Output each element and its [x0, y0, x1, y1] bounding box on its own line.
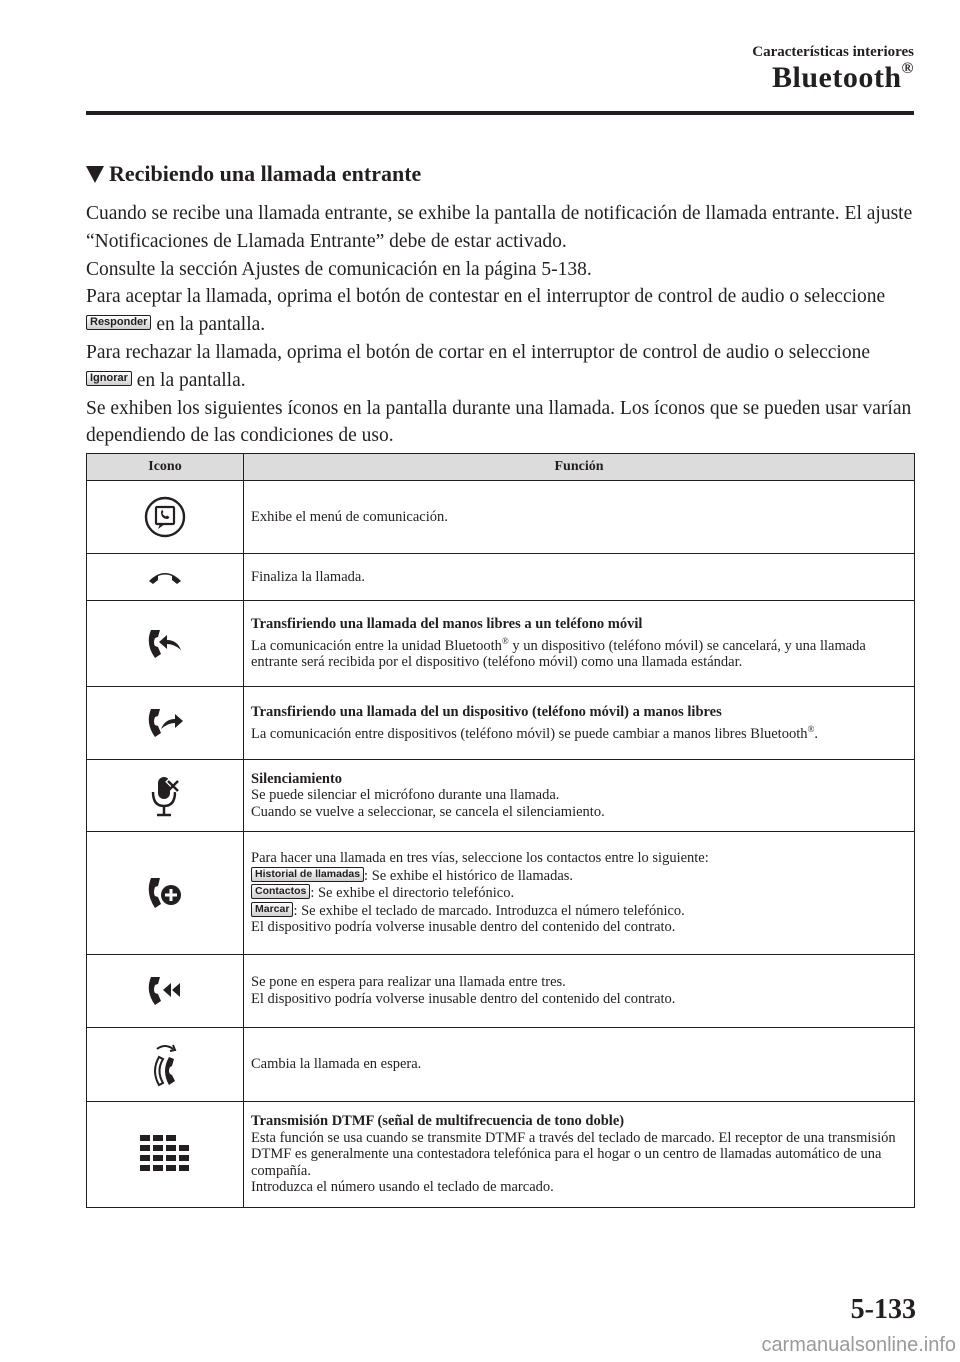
function-text: La comunicación entre dispositivos (teléfono móvil) se puede cambiar a manos libres Bluetooth — [251, 725, 808, 742]
reject-paragraph — [86, 339, 916, 395]
function-line: El dispositivo podría volverse inusable dentro del contenido del contrato. — [251, 991, 676, 1007]
function-title: Silenciamiento — [251, 770, 343, 787]
accept-text-end: en la pantalla. — [156, 314, 266, 336]
page-number: 5-133 — [850, 1294, 916, 1325]
function-line: Para hacer una llamada en tres vías, seleccione los contactos entre lo siguiente: — [251, 850, 709, 867]
icon-cell — [87, 481, 244, 554]
swap-call-icon — [143, 1041, 187, 1089]
icon-cell — [87, 1102, 244, 1208]
transfer-to-phone-icon — [143, 624, 187, 664]
registered-mark: ® — [901, 60, 914, 77]
hang-up-icon — [145, 567, 185, 587]
table-row — [87, 832, 915, 955]
intro-text — [86, 200, 916, 450]
function-cell — [244, 601, 915, 687]
section-heading — [86, 161, 421, 187]
function-title: Transfiriendo una llamada del un dispositivo (teléfono móvil) a manos libres — [251, 703, 722, 720]
function-cell — [244, 687, 915, 760]
function-description — [251, 633, 908, 671]
accept-text: Para aceptar la llamada, oprima el botón de contestar en el interruptor de control de audio o seleccione — [86, 286, 886, 308]
icon-cell — [87, 955, 244, 1028]
contacts-description: : Se exhibe el directorio telefónico. — [310, 885, 515, 902]
history-option — [251, 867, 908, 885]
section-title: Recibiendo una llamada entrante — [109, 161, 422, 186]
contactos-button-image: Contactos — [251, 884, 310, 899]
function-line: El dispositivo podría volverse inusable dentro del contenido del contrato. — [251, 919, 676, 936]
function-line: Se pone en espera para realizar una llamada entre tres. — [251, 974, 566, 991]
intro-paragraph-1: Cuando se recibe una llamada entrante, se exhibe la pantalla de notificación de llamada entrante. El ajuste “Notificaciones de Llamada Entrante” debe de estar activado. — [86, 203, 913, 252]
function-cell — [244, 554, 915, 601]
page-title — [772, 60, 914, 95]
function-line: Cuando se vuelve a seleccionar, se cancela el silenciamiento. — [251, 803, 605, 820]
table-row — [87, 554, 915, 601]
table-row — [87, 955, 915, 1028]
function-cell — [244, 1102, 915, 1208]
function-text: Exhibe el menú de comunicación. — [251, 508, 448, 525]
add-call-icon — [143, 871, 187, 915]
communication-menu-icon — [143, 495, 187, 539]
page-title-text: Bluetooth — [772, 61, 902, 94]
icon-cell — [87, 687, 244, 760]
transfer-to-handsfree-icon — [143, 703, 187, 743]
function-text-cont: y un dispositivo (teléfono móvil) se cancelará, y una llamada entrante será recibida por el dispositivo (teléfono móvil) como una llamada estándar. — [251, 637, 866, 671]
contacts-option — [251, 884, 908, 902]
function-text: La comunicación entre la unidad Bluetooth — [251, 637, 502, 654]
function-text-end: . — [814, 725, 818, 742]
intro-paragraph-2: Consulte la sección Ajustes de comunicación en la página 5-138. — [86, 258, 592, 280]
responder-button-image: Responder — [86, 315, 151, 330]
table-row — [87, 481, 915, 554]
registered-mark: ® — [501, 635, 509, 646]
reject-text: Para rechazar la llamada, oprima el botón de cortar en el interruptor de control de audio o seleccione — [86, 341, 870, 363]
function-description — [251, 721, 908, 742]
function-line: Introduzca el número usando el teclado de marcado. — [251, 1179, 554, 1196]
chapter-title: Características interiores — [752, 44, 914, 60]
icon-column-header: Icono — [87, 454, 244, 481]
function-text: Cambia la llamada en espera. — [251, 1056, 422, 1073]
function-cell — [244, 760, 915, 832]
icon-cell — [87, 601, 244, 687]
function-line: Se puede silenciar el micrófono durante una llamada. — [251, 787, 560, 804]
header-divider — [86, 111, 914, 115]
function-title: Transfiriendo una llamada del manos libres a un teléfono móvil — [251, 616, 643, 633]
registered-mark: ® — [807, 723, 815, 734]
table-row — [87, 1028, 915, 1102]
icon-cell — [87, 554, 244, 601]
function-column-header: Función — [244, 454, 915, 481]
keypad-icon — [139, 1133, 191, 1177]
triangle-bullet-icon — [86, 166, 104, 183]
marcar-button-image: Marcar — [251, 902, 293, 917]
function-line: Esta función se usa cuando se transmite DTMF a través del teclado de marcado. El receptor de una transmisión DTMF es generalmente una contestadora telefónica para el hogar o un centro de llamadas automático de una compañía. — [251, 1129, 896, 1179]
reject-text-end: en la pantalla. — [136, 369, 246, 391]
watermark[interactable]: carmanualsonline.info — [761, 1334, 956, 1356]
dial-description: : Se exhibe el teclado de marcado. Introduzca el número telefónico. — [293, 902, 685, 919]
accept-paragraph — [86, 283, 916, 339]
historial-button-image: Historial de llamadas — [251, 867, 364, 882]
function-cell — [244, 955, 915, 1028]
icon-cell — [87, 760, 244, 832]
table-row — [87, 687, 915, 760]
table-header-row — [87, 454, 915, 481]
icons-note-paragraph: Se exhiben los siguientes íconos en la pantalla durante una llamada. Los íconos que se pueden usar varían dependiendo de las condiciones de uso. — [86, 397, 912, 447]
function-text: Finaliza la llamada. — [251, 568, 365, 585]
function-cell — [244, 1028, 915, 1102]
dial-option — [251, 902, 908, 920]
function-cell — [244, 481, 915, 554]
mute-microphone-icon — [147, 774, 183, 818]
history-description: : Se exhibe el histórico de llamadas. — [364, 867, 574, 884]
function-title: Transmisión DTMF (señal de multifrecuencia de tono doble) — [251, 1113, 625, 1130]
table-row — [87, 760, 915, 832]
function-cell — [244, 832, 915, 955]
ignorar-button-image: Ignorar — [86, 371, 132, 386]
table-row — [87, 601, 915, 687]
icon-cell — [87, 1028, 244, 1102]
table-row — [87, 1102, 915, 1208]
merge-call-icon — [143, 971, 187, 1011]
icon-function-table — [86, 453, 915, 1208]
icon-cell — [87, 832, 244, 955]
